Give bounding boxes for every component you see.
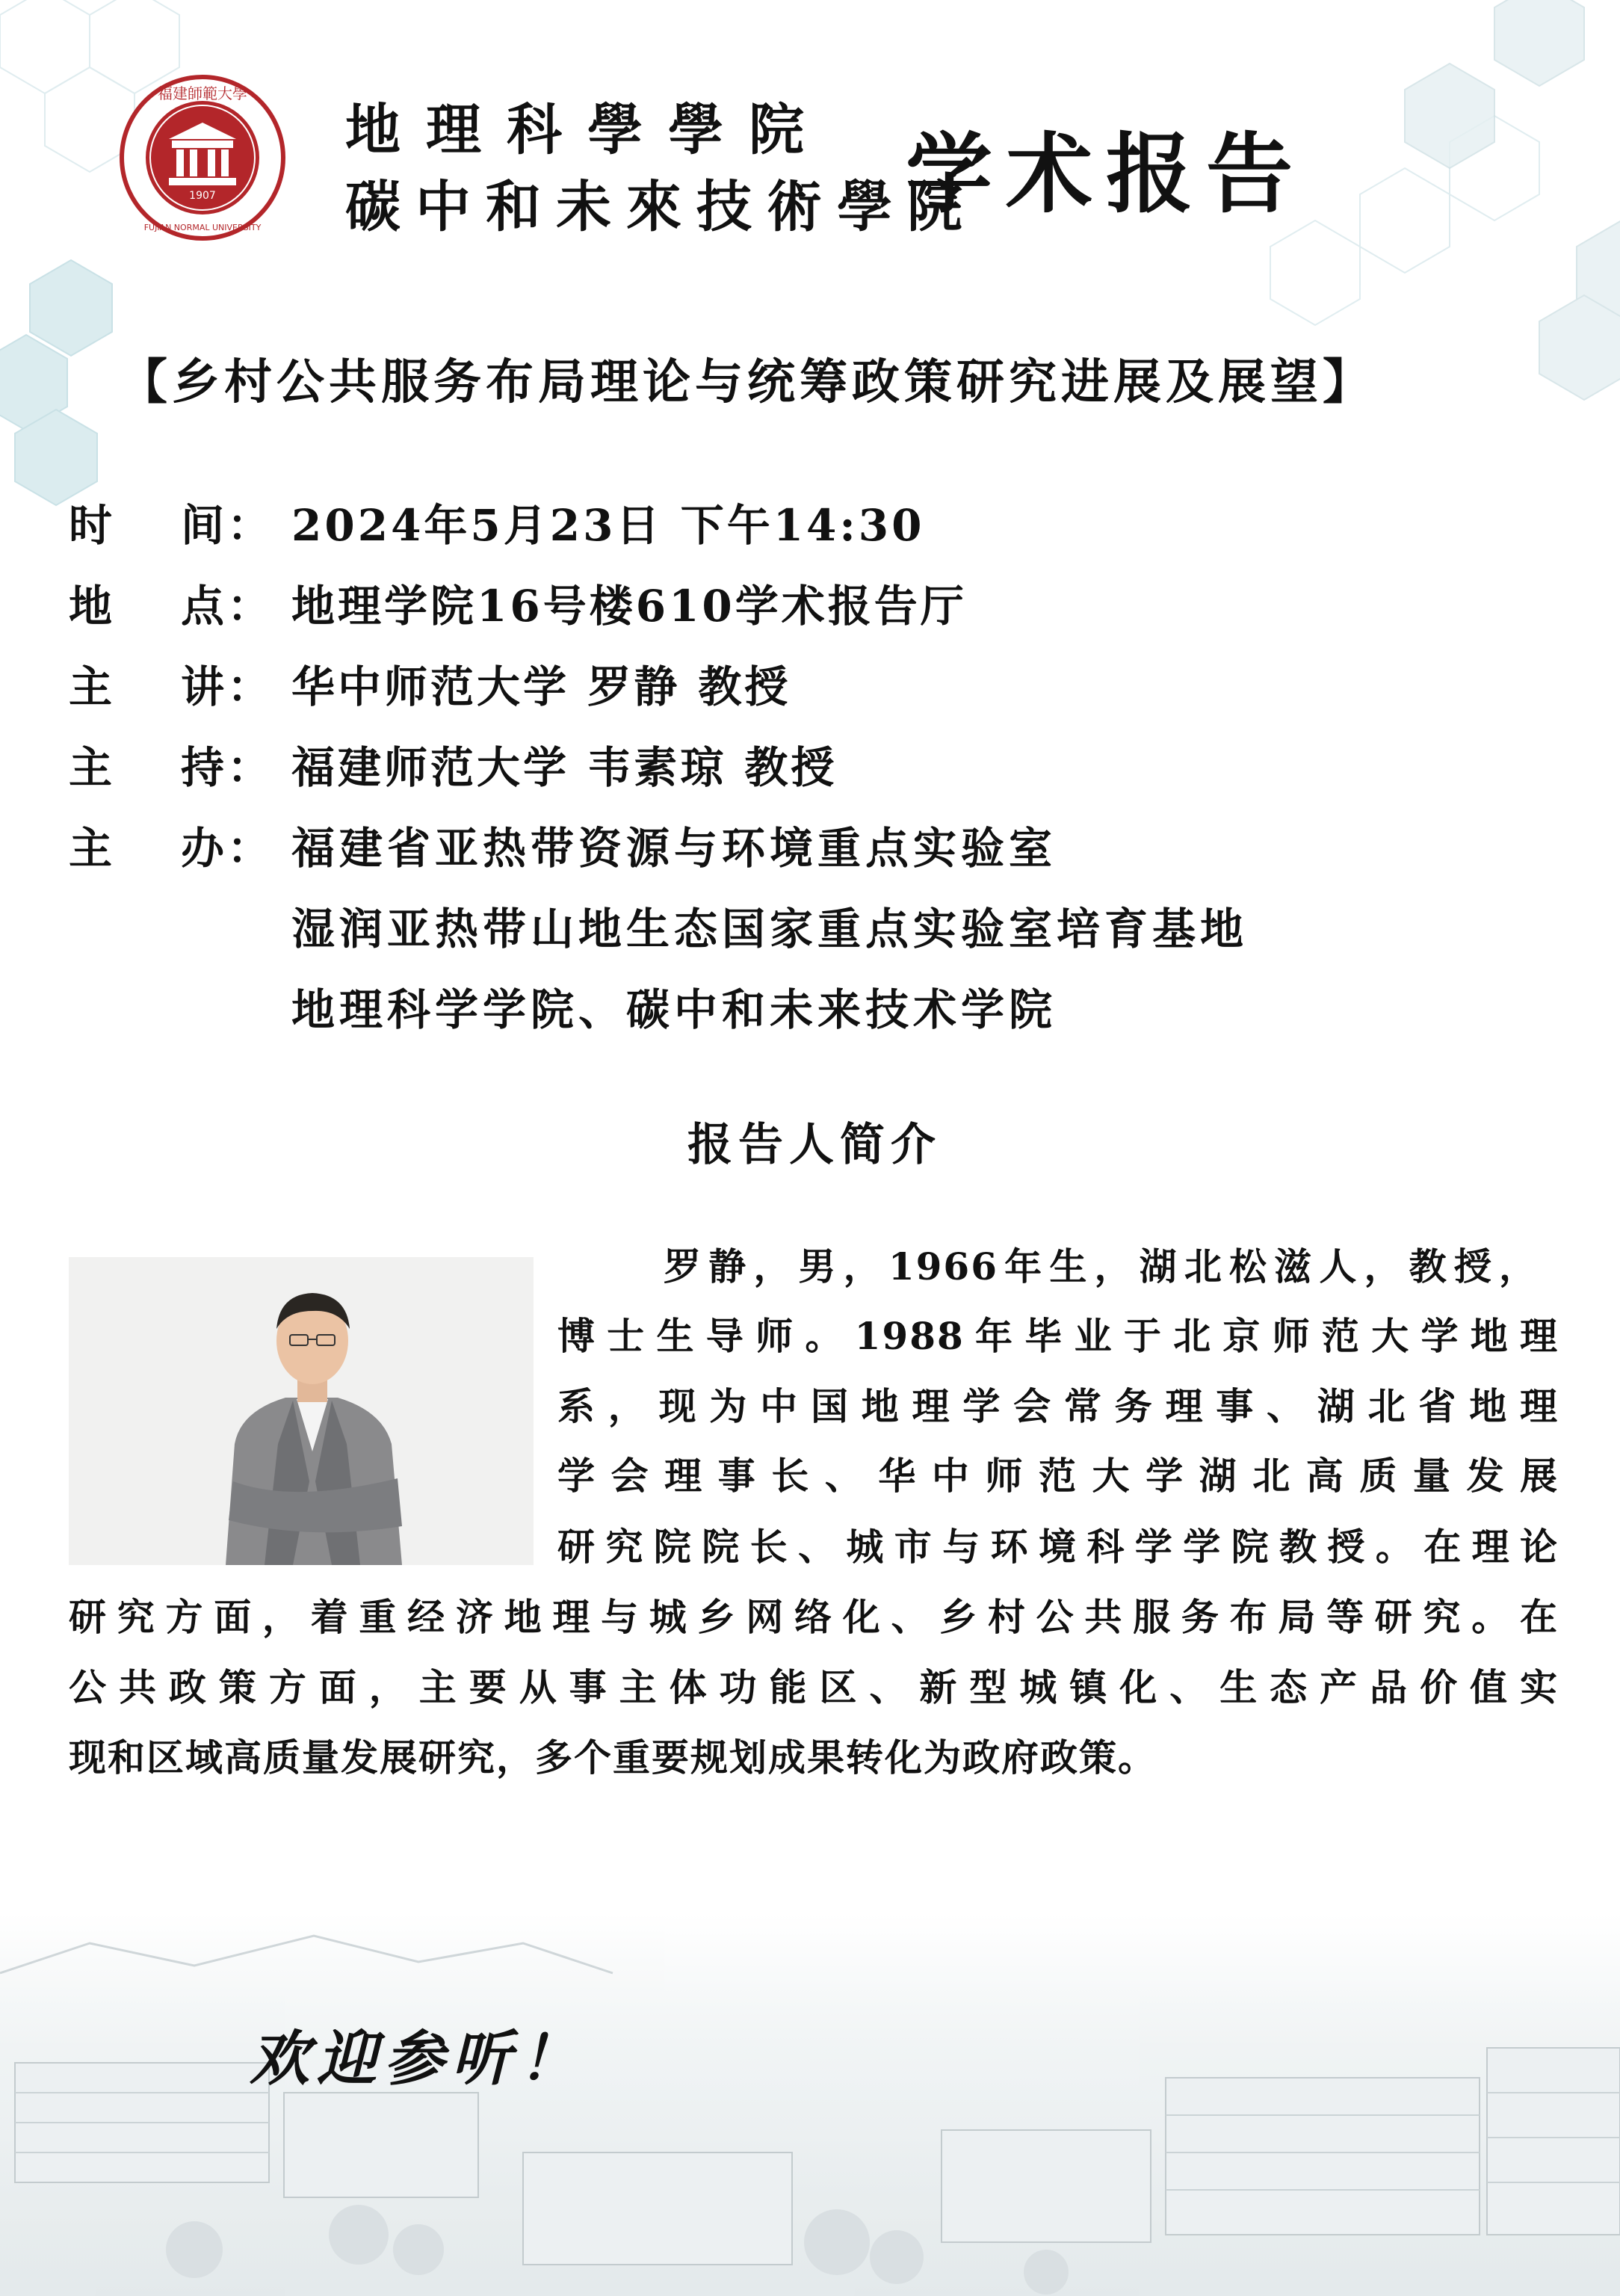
college-name-carbon-neutral: 碳中和未來技術學院 (345, 175, 977, 239)
speaker-portrait-icon (69, 1257, 534, 1565)
bio-line: 公共政策方面，主要从事主体功能区、新型城镇化、生态产品价值实 (69, 1665, 1559, 1709)
organizer-line: 地理科学学院、碳中和未来技术学院 (291, 984, 1057, 1035)
bio-line: 现和区域高质量发展研究，多个重要规划成果转化为政府政策。 (69, 1735, 1157, 1780)
organizer-line: 福建省亚热带资源与环境重点实验室 (291, 823, 1057, 874)
bio-line: 学会理事长、华中师范大学湖北高质量发展 (557, 1454, 1559, 1498)
bio-line: 博士生导师。1988年毕业于北京师范大学地理 (557, 1314, 1559, 1358)
poster: 1907 福建師範大學 FUJIAN NORMAL UNIVERSITY 地理科學學院 碳中和未來技術學院 学术报告 【乡村公共服务布局理论与统筹政策研究进展及展望】 时 间 ： 2024年5月23日 下午14:30 地 点 ： 地理学院16号楼610学术报告厅 主 讲 ： 华中师范大学 罗静 教授 主 持 ： 福建师范大学 韦素琼 教授 主 办 ： 福建省亚热带资源与环境重点实验室 湿润亚热带山地生态国家重点实验室培育基地 地理科学学院、碳中和未来技术学院 报告人简介 罗静，男，1966年生，湖北松滋人，教授， 博士生导师。1988年毕业于北京师范大学地理 系，现为中国地理学会常务理事、湖北省地理 学会理事长、华中师范大学湖北高质量发展 研究院院长、城市与环境科学学院教授。在理论 研究方面，着重经济地理与城乡网络化、乡村公共服务布局等研究。在 公共政策方面，主要从事主体功能区、新型城镇化、生态产品价值实 现和区域高质量发展研究，多个重要规划成果转化为政府政策。 欢迎参听！ (0, 0, 1620, 2296)
bio-heading: 报告人简介 (687, 1119, 942, 1171)
report-type-heading: 学术报告 (906, 123, 1306, 225)
svg-text:1907: 1907 (189, 190, 216, 202)
bio-line: 系，现为中国地理学会常务理事、湖北省地理 (557, 1384, 1559, 1428)
info-value-place: 地理学院16号楼610学术报告厅 (291, 581, 967, 632)
speaker-photo (69, 1257, 534, 1565)
info-value-host: 福建师范大学 韦素琼 教授 (291, 742, 838, 793)
welcome-message: 欢迎参听！ (250, 2023, 586, 2093)
college-name-geography: 地理科學學院 (345, 98, 829, 162)
svg-text:FUJIAN NORMAL UNIVERSITY: FUJIAN NORMAL UNIVERSITY (143, 223, 262, 232)
campus-sketch (0, 1913, 1620, 2296)
hexagon-pattern-right (1405, 0, 1620, 400)
svg-text:福建師範大學: 福建師範大學 (158, 84, 247, 102)
organizer-line: 湿润亚热带山地生态国家重点实验室培育基地 (291, 904, 1249, 954)
info-value-time: 2024年5月23日 下午14:30 (291, 500, 925, 551)
university-logo (118, 73, 287, 242)
hexagon-pattern-left (0, 260, 112, 505)
bio-line: 罗静，男，1966年生，湖北松滋人，教授， (664, 1244, 1538, 1289)
report-title: 【乡村公共服务布局理论与统筹政策研究进展及展望】 (120, 354, 1375, 410)
info-value-speaker: 华中师范大学 罗静 教授 (291, 661, 791, 712)
bio-line: 研究院院长、城市与环境科学学院教授。在理论 (557, 1525, 1559, 1569)
bio-line: 研究方面，着重经济地理与城乡网络化、乡村公共服务布局等研究。在 (69, 1595, 1559, 1639)
